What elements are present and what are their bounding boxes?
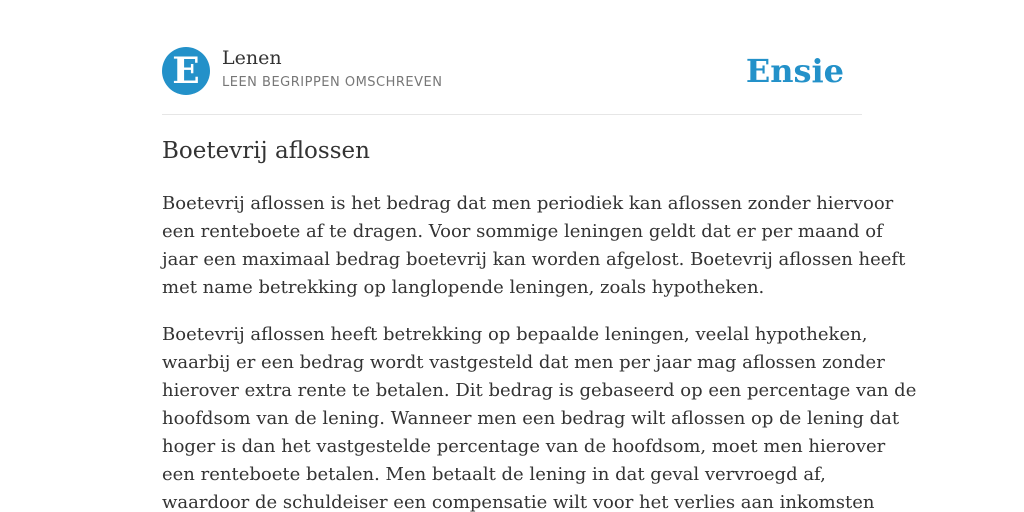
category-subtitle: LEEN BEGRIPPEN OMSCHREVEN bbox=[222, 75, 443, 90]
paragraph-line: Boetevrij aflossen is het bedrag dat men periodiek kan aflossen zonder hiervoor bbox=[162, 193, 894, 214]
paragraph-line: met name betrekking op langlopende leningen, zoals hypotheken. bbox=[162, 277, 765, 298]
category-title[interactable]: Lenen bbox=[222, 47, 282, 69]
paragraph-line: waarbij er een bedrag wordt vastgesteld dat men per jaar mag aflossen zonder bbox=[162, 352, 885, 373]
paragraph-line: Boetevrij aflossen heeft betrekking op bepaalde leningen, veelal hypotheken, bbox=[162, 324, 868, 345]
category-logo-icon[interactable]: E bbox=[162, 47, 210, 95]
paragraph-line: hoger is dan het vastgestelde percentage van de hoofdsom, moet men hierover bbox=[162, 436, 886, 457]
header bbox=[162, 44, 862, 115]
paragraph-line: jaar een maximaal bedrag boetevrij kan worden afgelost. Boetevrij aflossen heeft bbox=[162, 249, 906, 270]
paragraph-line: een renteboete af te dragen. Voor sommige leningen geldt dat er per maand of bbox=[162, 221, 883, 242]
paragraph-line: een renteboete betalen. Men betaalt de lening in dat geval vervroegd af, bbox=[162, 464, 826, 485]
article-paragraph-1 bbox=[162, 190, 906, 302]
paragraph-line: waardoor de schuldeiser een compensatie wilt voor het verlies aan inkomsten bbox=[162, 492, 875, 512]
paragraph-line: hierover extra rente te betalen. Dit bedrag is gebaseerd op een percentage van de bbox=[162, 380, 917, 401]
paragraph-line: hoofdsom van de lening. Wanneer men een bedrag wilt aflossen op de lening dat bbox=[162, 408, 900, 429]
article-paragraph-2 bbox=[162, 321, 917, 512]
brand-logo[interactable]: Ensie bbox=[745, 52, 844, 90]
article-title: Boetevrij aflossen bbox=[162, 138, 370, 164]
